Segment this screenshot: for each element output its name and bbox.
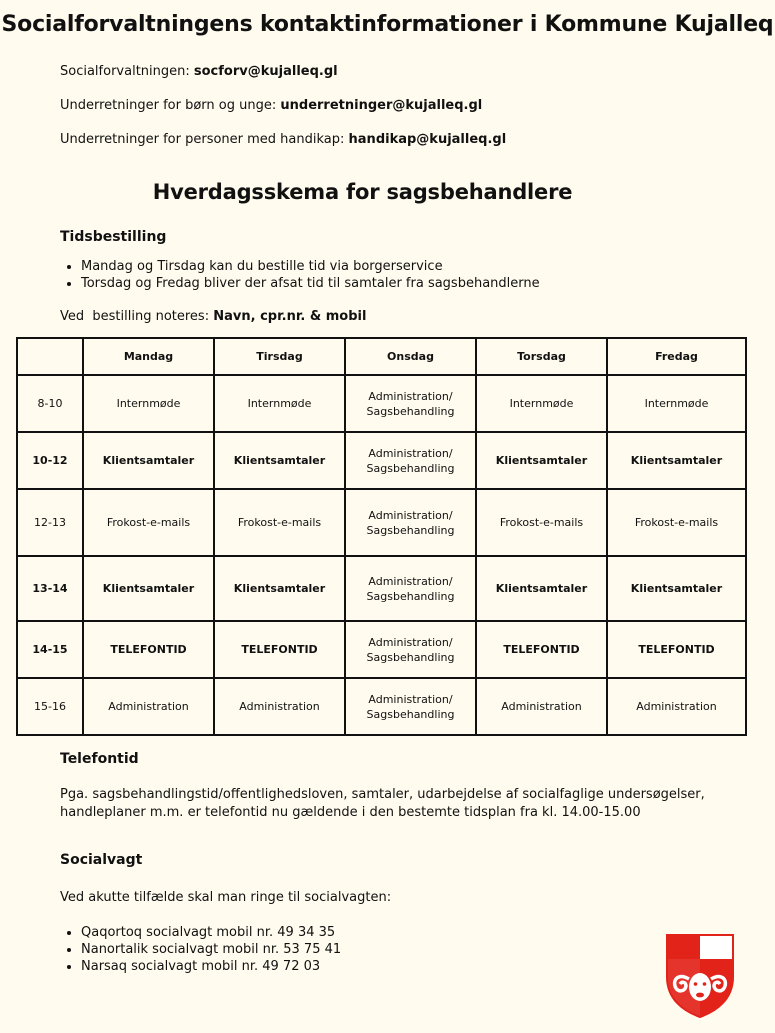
- booking-heading: Tidsbestilling: [60, 229, 167, 245]
- table-cell: Frokost-e-mails: [476, 489, 607, 556]
- header-day: Fredag: [607, 338, 746, 375]
- header-day: Tirsdag: [214, 338, 345, 375]
- table-cell: Frokost-e-mails: [607, 489, 746, 556]
- table-cell: TELEFONTID: [476, 621, 607, 678]
- time-cell: 8-10: [17, 375, 83, 432]
- table-cell: Internmøde: [214, 375, 345, 432]
- socialvagt-intro: Ved akutte tilfælde skal man ringe til socialvagten:: [60, 890, 392, 905]
- booking-note-fields: Navn, cpr.nr. & mobil: [213, 309, 367, 324]
- kujalleq-crest-icon: [665, 933, 735, 1019]
- booking-note-prefix: Ved bestilling noteres:: [60, 309, 214, 324]
- list-item: • Mandag og Tirsdag kan du bestille tid via borgerservice: [81, 258, 540, 275]
- table-cell: Administration/ Sagsbehandling: [345, 556, 476, 621]
- table-cell: TELEFONTID: [83, 621, 214, 678]
- table-row: [17, 489, 746, 556]
- table-row: [17, 621, 746, 678]
- page-title: Socialforvaltningens kontaktinformationer i Kommune Kujalleq: [1, 12, 774, 37]
- table-cell: Internmøde: [607, 375, 746, 432]
- schedule-title: Hverdagsskema for sagsbehandlere: [152, 180, 573, 204]
- time-cell: 13-14: [17, 556, 83, 621]
- header-day: Torsdag: [476, 338, 607, 375]
- time-cell: 12-13: [17, 489, 83, 556]
- table-cell: Klientsamtaler: [214, 432, 345, 489]
- table-cell: Administration/ Sagsbehandling: [345, 432, 476, 489]
- table-cell: Klientsamtaler: [83, 432, 214, 489]
- table-cell: Klientsamtaler: [214, 556, 345, 621]
- list-item: • Nanortalik socialvagt mobil nr. 53 75 41: [81, 941, 341, 958]
- table-cell: Administration: [214, 678, 345, 735]
- table-cell: Administration/ Sagsbehandling: [345, 375, 476, 432]
- list-item: • Qaqortoq socialvagt mobil nr. 49 34 35: [81, 924, 341, 941]
- table-cell: Frokost-e-mails: [214, 489, 345, 556]
- table-cell: Administration: [476, 678, 607, 735]
- phone-heading: Telefontid: [60, 751, 139, 767]
- contact-boern-unge: [60, 98, 482, 113]
- contact-label: Underretninger for børn og unge:: [60, 98, 281, 113]
- table-cell: Internmøde: [83, 375, 214, 432]
- contact-socialforvaltningen: [60, 64, 338, 79]
- table-row: [17, 556, 746, 621]
- socialvagt-list: [60, 924, 341, 975]
- socialvagt-heading: Socialvagt: [60, 852, 143, 868]
- table-cell: Administration: [607, 678, 746, 735]
- table-cell: Administration: [83, 678, 214, 735]
- table-cell: TELEFONTID: [607, 621, 746, 678]
- table-cell: Internmøde: [476, 375, 607, 432]
- table-cell: Administration/ Sagsbehandling: [345, 489, 476, 556]
- booking-list: [60, 258, 540, 292]
- table-row: [17, 678, 746, 735]
- table-row: [17, 375, 746, 432]
- table-cell: Frokost-e-mails: [83, 489, 214, 556]
- table-cell: TELEFONTID: [214, 621, 345, 678]
- header-day: Mandag: [83, 338, 214, 375]
- booking-note: [60, 309, 366, 324]
- table-cell: Administration/ Sagsbehandling: [345, 678, 476, 735]
- time-cell: 15-16: [17, 678, 83, 735]
- table-cell: Klientsamtaler: [476, 432, 607, 489]
- table-cell: Klientsamtaler: [476, 556, 607, 621]
- table-row: [17, 432, 746, 489]
- header-corner: [17, 338, 83, 375]
- phone-text: Pga. sagsbehandlingstid/offentlighedsloven, samtaler, udarbejdelse af socialfaglige undersøgelser, handleplaner m.m. er telefontid nu gældende i den bestemte tidsplan fra kl. 14.00-15.00: [60, 787, 705, 820]
- header-day: Onsdag: [345, 338, 476, 375]
- table-cell: Administration/ Sagsbehandling: [345, 621, 476, 678]
- contact-email: socforv@kujalleq.gl: [193, 64, 338, 79]
- schedule-table: [16, 337, 747, 736]
- list-item: • Torsdag og Fredag bliver der afsat tid til samtaler fra sagsbehandlerne: [81, 275, 540, 292]
- contact-handikap: [60, 132, 506, 147]
- list-item: • Narsaq socialvagt mobil nr. 49 72 03: [81, 958, 341, 975]
- time-cell: 14-15: [17, 621, 83, 678]
- table-cell: Klientsamtaler: [83, 556, 214, 621]
- contact-label: Socialforvaltningen:: [60, 64, 194, 79]
- contact-email: handikap@kujalleq.gl: [348, 132, 507, 147]
- contact-email: underretninger@kujalleq.gl: [280, 98, 483, 113]
- time-cell: 10-12: [17, 432, 83, 489]
- table-header-row: [17, 338, 746, 375]
- contact-label: Underretninger for personer med handikap:: [60, 132, 349, 147]
- table-cell: Klientsamtaler: [607, 556, 746, 621]
- table-cell: Klientsamtaler: [607, 432, 746, 489]
